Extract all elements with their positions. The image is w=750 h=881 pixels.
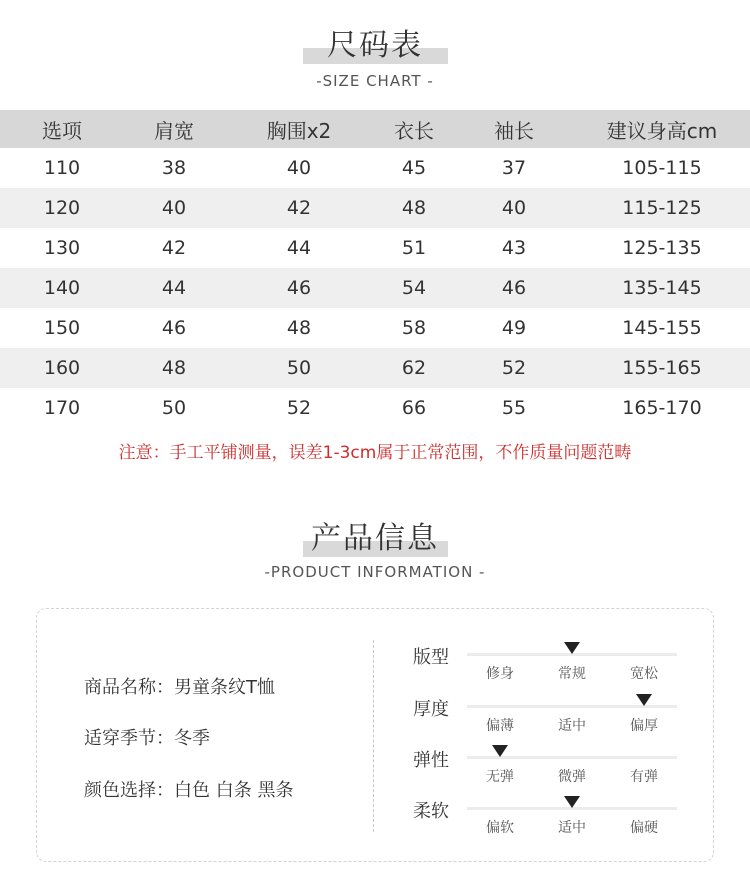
table-cell: 46 bbox=[286, 277, 312, 299]
selected-marker-icon bbox=[564, 642, 580, 654]
table-cell: 50 bbox=[161, 397, 187, 419]
header-cell: 衣长 bbox=[394, 118, 434, 143]
table-cell: 43 bbox=[501, 237, 527, 259]
scale-option: 偏薄 bbox=[486, 718, 514, 734]
table-cell: 42 bbox=[161, 237, 187, 259]
property-label: 弹性 bbox=[413, 750, 449, 771]
property-label: 版型 bbox=[413, 647, 449, 668]
table-cell: 155-165 bbox=[622, 357, 702, 379]
product-name: 商品名称：男童条纹T恤 bbox=[84, 677, 275, 698]
info-divider bbox=[373, 640, 374, 832]
table-cell: 115-125 bbox=[622, 197, 702, 219]
size-table bbox=[0, 110, 750, 428]
scale-option: 偏硬 bbox=[630, 820, 658, 836]
table-row bbox=[0, 308, 750, 348]
table-cell: 42 bbox=[286, 197, 312, 219]
table-cell: 48 bbox=[161, 357, 187, 379]
table-row bbox=[0, 148, 750, 188]
table-cell: 135-145 bbox=[622, 277, 702, 299]
table-cell: 145-155 bbox=[622, 317, 702, 339]
table-cell: 55 bbox=[501, 397, 527, 419]
scale-option: 偏软 bbox=[486, 820, 514, 836]
header-cell: 选项 bbox=[42, 118, 82, 143]
measurement-note: 注意：手工平铺测量，误差1-3cm属于正常范围，不作质量问题范畴 bbox=[118, 443, 632, 463]
scale-option: 适中 bbox=[558, 820, 586, 836]
header-cell: 建议身高cm bbox=[606, 118, 718, 143]
scale-option: 常规 bbox=[558, 666, 586, 682]
table-cell: 125-135 bbox=[622, 237, 702, 259]
table-cell: 140 bbox=[43, 277, 81, 299]
table-cell: 44 bbox=[161, 277, 187, 299]
table-cell: 160 bbox=[43, 357, 81, 379]
table-cell: 52 bbox=[501, 357, 527, 379]
table-cell: 110 bbox=[43, 157, 81, 179]
size-chart-title: 尺码表 bbox=[327, 28, 423, 63]
selected-marker-icon bbox=[564, 796, 580, 808]
scale-option: 微弹 bbox=[558, 769, 586, 785]
table-cell: 46 bbox=[161, 317, 187, 339]
table-row bbox=[0, 268, 750, 308]
table-cell: 48 bbox=[401, 197, 427, 219]
table-row bbox=[0, 388, 750, 428]
table-cell: 170 bbox=[43, 397, 81, 419]
table-cell: 150 bbox=[43, 317, 81, 339]
table-cell: 40 bbox=[161, 197, 187, 219]
table-cell: 58 bbox=[401, 317, 427, 339]
table-cell: 49 bbox=[501, 317, 527, 339]
table-cell: 44 bbox=[286, 237, 312, 259]
size-chart-subtitle: -SIZE CHART - bbox=[316, 72, 434, 90]
table-cell: 38 bbox=[161, 157, 187, 179]
table-cell: 40 bbox=[501, 197, 527, 219]
product-info-title: 产品信息 bbox=[311, 521, 439, 556]
table-cell: 66 bbox=[401, 397, 427, 419]
table-cell: 37 bbox=[501, 157, 527, 179]
table-cell: 51 bbox=[401, 237, 427, 259]
scale-option: 修身 bbox=[486, 666, 514, 682]
scale-option: 宽松 bbox=[630, 666, 658, 682]
table-cell: 50 bbox=[286, 357, 312, 379]
product-info-subtitle: -PRODUCT INFORMATION - bbox=[264, 563, 486, 581]
table-cell: 54 bbox=[401, 277, 427, 299]
table-row bbox=[0, 228, 750, 268]
table-cell: 105-115 bbox=[622, 157, 702, 179]
header-cell: 袖长 bbox=[494, 118, 534, 143]
table-cell: 40 bbox=[286, 157, 312, 179]
table-cell: 62 bbox=[401, 357, 427, 379]
product-colors: 颜色选择：白色 白条 黑条 bbox=[84, 780, 294, 801]
scale-option: 偏厚 bbox=[630, 718, 658, 734]
product-season: 适穿季节：冬季 bbox=[84, 728, 210, 749]
property-label: 柔软 bbox=[413, 801, 449, 822]
header-cell: 胸围x2 bbox=[266, 118, 332, 143]
table-cell: 165-170 bbox=[622, 397, 702, 419]
selected-marker-icon bbox=[492, 745, 508, 757]
table-cell: 130 bbox=[43, 237, 81, 259]
table-row bbox=[0, 188, 750, 228]
table-cell: 52 bbox=[286, 397, 312, 419]
scale-option: 适中 bbox=[558, 718, 586, 734]
selected-marker-icon bbox=[636, 694, 652, 706]
size-table-header bbox=[0, 110, 750, 148]
scale-option: 无弹 bbox=[486, 769, 514, 785]
table-cell: 120 bbox=[43, 197, 81, 219]
property-label: 厚度 bbox=[413, 699, 449, 720]
table-cell: 48 bbox=[286, 317, 312, 339]
table-cell: 45 bbox=[401, 157, 427, 179]
scale-option: 有弹 bbox=[630, 769, 658, 785]
table-row bbox=[0, 348, 750, 388]
table-cell: 46 bbox=[501, 277, 527, 299]
header-cell: 肩宽 bbox=[154, 118, 194, 143]
